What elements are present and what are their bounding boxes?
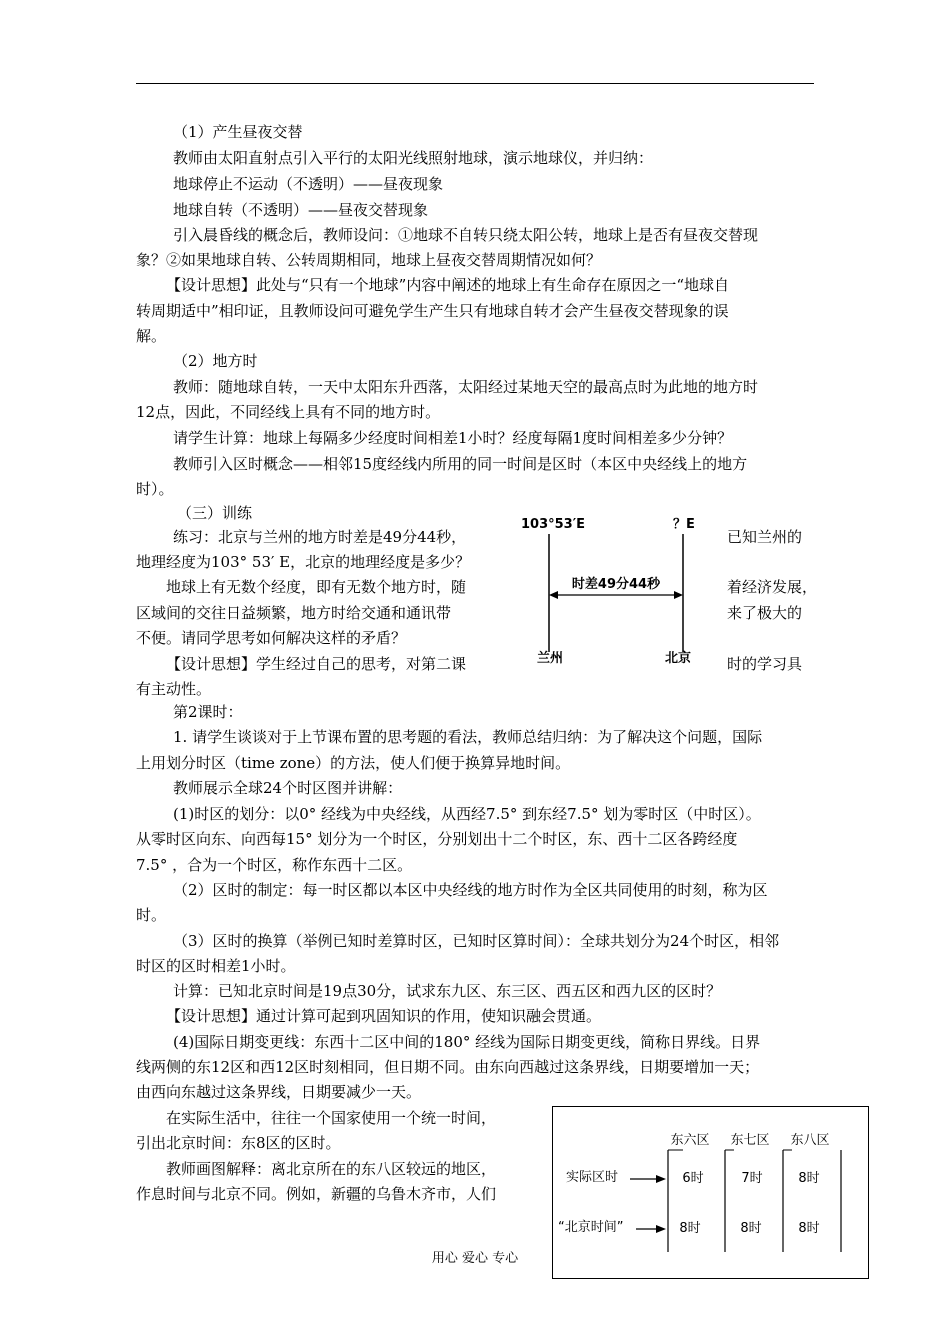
value-beijing-e7: 8时	[740, 1221, 762, 1236]
text-line: 地球停止不运动（不透明）——昼夜现象	[173, 175, 444, 193]
text-line: 上用划分时区（time zone）的方法，使人们便于换算异地时间。	[136, 754, 571, 772]
text-line: 不便。请同学思考如何解决这样的矛盾？	[136, 629, 407, 647]
text-line: 在实际生活中，往往一个国家使用一个统一时间，	[166, 1109, 497, 1127]
page-footer: 用心 爱心 专心	[431, 1251, 519, 1266]
text-line: 教师画图解释：离北京所在的东八区较远的地区，	[166, 1160, 497, 1178]
text-line: 【设计思想】通过计算可起到巩固知识的作用，使知识融会贯通。	[166, 1007, 602, 1025]
arrowhead-right	[674, 591, 683, 599]
value-actual-e8: 8时	[798, 1171, 820, 1186]
text-line: 象？②如果地球自转、公转周期相同，地球上昼夜交替周期情况如何？	[136, 251, 602, 269]
row-label-actual: 实际区时	[566, 1170, 619, 1185]
text-line: （2）区时的制定：每一时区都以本区中央经线的地方时作为全区共同使用的时刻，称为区	[173, 881, 768, 899]
text-line: 时区的区时相差1小时。	[136, 957, 296, 975]
value-actual-e6: 6时	[682, 1171, 704, 1186]
text-line: （1）产生昼夜交替	[173, 123, 303, 141]
text-line: 教师由太阳直射点引入平行的太阳光线照射地球，演示地球仪，并归纳：	[173, 149, 654, 167]
time-difference-label: 时差49分44秒	[571, 577, 661, 592]
text-fragment: 着经济发展，	[727, 578, 818, 596]
text-line: 练习：北京与兰州的地方时差是49分44秒，	[173, 528, 467, 546]
row-label-beijing: “北京时间”	[558, 1220, 624, 1235]
beijing-longitude-label: ？E	[673, 517, 695, 532]
text-line: 12点，因此，不同经线上具有不同的地方时。	[136, 403, 441, 421]
text-line: 地球上有无数个经度，即有无数个地方时，随	[166, 578, 467, 596]
text-line: 教师展示全球24个时区图并讲解：	[173, 779, 403, 797]
text-line: 请学生计算：地球上每隔多少经度时间相差1小时？经度每隔1度时间相差多少分钟？	[173, 429, 733, 447]
section-heading: 第2课时：	[173, 703, 243, 721]
section-heading: （2）地方时	[173, 352, 258, 370]
text-line: 【设计思想】学生经过自己的思考，对第二课	[166, 655, 467, 673]
text-line: 7.5° ，合为一个时区，称作东西十二区。	[136, 856, 413, 874]
value-actual-e7: 7时	[741, 1171, 763, 1186]
text-line: 区域间的交往日益频繁，地方时给交通和通讯带	[136, 604, 452, 622]
text-fragment: 已知兰州的	[727, 528, 803, 546]
header-rule	[136, 83, 814, 84]
text-line: 教师引入区时概念——相邻15度经线内所用的同一时间是区时（本区中央经线上的地方	[173, 455, 748, 473]
text-line: 由西向东越过这条界线，日期要减少一天。	[136, 1083, 422, 1101]
text-line: 时）。	[136, 480, 174, 498]
text-line: 从零时区向东、向西每15° 划分为一个时区，分别划出十二个时区，东、西十二区各跨经度	[136, 830, 738, 848]
text-line: 教师：随地球自转，一天中太阳东升西落，太阳经过某地天空的最高点时为此地的地方时	[173, 378, 759, 396]
text-line: (1)时区的划分：以0° 经线为中央经线，从西经7.5° 到东经7.5° 划为零时区（中时区）。	[173, 805, 761, 823]
text-line: （3）区时的换算（举例已知时差算时区，已知时区算时间）：全球共划分为24个时区，相邻	[173, 932, 780, 950]
text-line: 引出北京时间：东8区的区时。	[136, 1134, 341, 1152]
text-line: 计算：已知北京时间是19点30分，试求东九区、东三区、西五区和西九区的区时？	[173, 982, 722, 1000]
value-beijing-e8: 8时	[798, 1221, 820, 1236]
text-line: 【设计思想】此处与“只有一个地球”内容中阐述的地球上有生命存在原因之一“地球自	[166, 276, 730, 294]
text-fragment: 时的学习具	[727, 655, 803, 673]
zone-header-e7: 东七区	[730, 1133, 770, 1148]
beijing-label: 北京	[665, 651, 692, 666]
text-line: 转周期适中”相印证，且教师设问可避免学生产生只有地球自转才会产生昼夜交替现象的误	[136, 302, 729, 320]
text-line: (4)国际日期变更线：东西十二区中间的180° 经线为国际日期变更线，简称日界线。日界	[173, 1033, 761, 1051]
time-difference-figure	[515, 512, 715, 672]
text-line: 作息时间与北京不同。例如，新疆的乌鲁木齐市，人们	[136, 1185, 497, 1203]
text-line: 地球自转（不透明）——昼夜交替现象	[173, 201, 429, 219]
text-fragment: 来了极大的	[727, 604, 803, 622]
zone-header-e6: 东六区	[670, 1133, 710, 1148]
text-line: 地理经度为103° 53′ E，北京的地理经度是多少？	[136, 553, 471, 571]
zone-header-e8: 东八区	[790, 1133, 830, 1148]
text-line: 时。	[136, 906, 167, 924]
section-heading: （三）训练	[177, 504, 253, 522]
text-line: 1. 请学生谈谈对于上节课布置的思考题的看法，教师总结归纳：为了解决这个问题，国际	[173, 728, 763, 746]
text-line: 引入晨昏线的概念后，教师设问：①地球不自转只绕太阳公转，地球上是否有昼夜交替现	[173, 226, 759, 244]
lanzhou-longitude-label: 103°53′E	[521, 517, 586, 532]
text-line: 线两侧的东12区和西12区时刻相同，但日期不同。由东向西越过这条界线，日期要增加一天；	[136, 1058, 760, 1076]
lanzhou-label: 兰州	[537, 651, 564, 666]
text-line: 解。	[136, 327, 167, 345]
arrowhead-left	[549, 591, 558, 599]
text-line: 有主动性。	[136, 680, 212, 698]
value-beijing-e6: 8时	[679, 1221, 701, 1236]
